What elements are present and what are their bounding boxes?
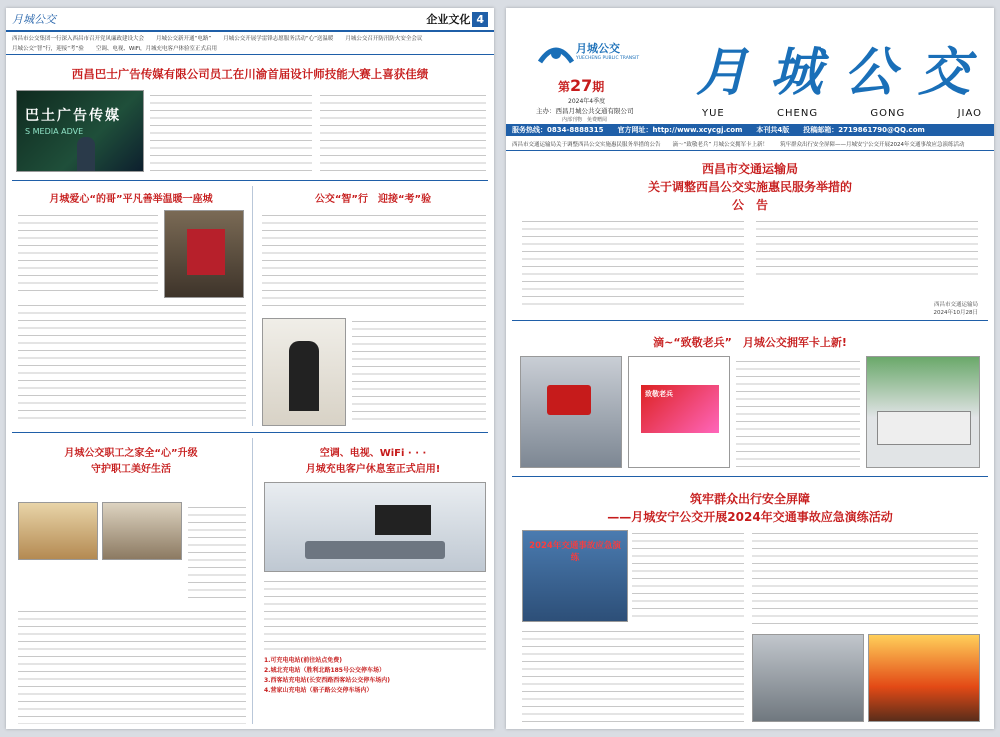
pinyin-2: CHENG	[777, 108, 819, 119]
notice-item[interactable]: 滴～“致敬老兵” 月城公交拥军卡上新！	[672, 142, 768, 148]
photo-sign: 巴土广告传媒	[25, 108, 121, 124]
article-body	[18, 212, 158, 296]
notice-item[interactable]: 月城公交新开通“电路”	[156, 36, 212, 42]
issue-value: 27	[570, 76, 593, 95]
hotline: 服务热线：0834-8888315	[512, 126, 604, 134]
army-photo	[520, 356, 622, 468]
sponsor: 主办：西昌月城公共交通有限公司	[536, 107, 634, 115]
notice-date: 2024年10月28日	[933, 310, 978, 316]
article-body	[262, 212, 486, 310]
article-photo	[102, 502, 182, 560]
charging-station-list	[264, 656, 486, 696]
pinyin-1: YUE	[702, 108, 725, 119]
logo-subtext: YUECHENG PUBLIC TRANSIT	[576, 56, 640, 61]
fire-photo	[868, 634, 980, 722]
page-count: 本刊共4版	[756, 126, 790, 134]
pinyin-4: JIAO	[957, 108, 982, 119]
divider	[512, 476, 988, 477]
army-card	[547, 385, 591, 415]
issue-number	[558, 76, 604, 95]
masthead-pinyin	[702, 108, 982, 119]
sponsor-sub: 内部刊物 免费赠阅	[562, 117, 608, 123]
article-photo	[18, 502, 98, 560]
bus-photo	[866, 356, 980, 468]
notice-signature: 西昌市交通运输局	[933, 302, 978, 308]
photo-sign-en: S MEDIA ADVE	[25, 127, 84, 136]
article-body	[188, 504, 246, 604]
list-item: 3.西客站充电站(长安西路西客站公交停车场内)	[264, 677, 390, 684]
page-header	[6, 8, 494, 32]
notice-title: 西昌市交通运输局	[701, 162, 798, 176]
column-divider	[252, 186, 253, 426]
drill-subtitle: ——月城安宁公交开展2024年交通事故应急演练活动	[607, 510, 893, 524]
notice-item[interactable]: 西昌市交通运输局关于调整西昌公交实施惠民服务举措的公告	[512, 142, 661, 148]
army-card	[641, 385, 719, 433]
drill-body	[752, 530, 978, 628]
website-link[interactable]: 官方网址：http://www.xcycgj.com	[617, 126, 743, 134]
drill-body	[632, 530, 744, 620]
drill-photo	[752, 634, 864, 722]
notice-item[interactable]: 月城公交开展学雷锋志愿服务活动“心”送温暖	[223, 36, 334, 42]
article-photo	[262, 318, 346, 426]
notice-list	[506, 138, 994, 151]
army-title: 滴~“致敬老兵” 月城公交拥军卡上新!	[653, 336, 847, 349]
drill-body	[522, 628, 744, 722]
article-photo	[16, 90, 144, 172]
bus	[877, 411, 971, 445]
issue-date: 2024年4季度	[568, 98, 606, 105]
notice-body	[522, 218, 744, 306]
article-photo	[164, 210, 244, 298]
notice-item[interactable]: 月城公交召开防汛防火安全会议	[345, 36, 423, 42]
article-body	[320, 92, 486, 172]
article-body	[18, 302, 246, 424]
article-subtitle: 守护职工美好生活	[91, 464, 171, 475]
article-photo	[264, 482, 486, 572]
column-divider	[252, 438, 253, 724]
article-subtitle: 月城充电客户休息室正式启用!	[305, 464, 441, 475]
article-title: 月城公交职工之家全“心”升级	[64, 448, 198, 459]
list-item: 4.营家山充电站（骆子路公交停车场内）	[264, 687, 373, 694]
drill-title: 筑牢群众出行安全屏障	[689, 492, 810, 506]
notice-list	[6, 32, 494, 55]
army-body	[736, 358, 860, 468]
email[interactable]: 投稿邮箱：2719861790@QQ.com	[803, 126, 925, 134]
header-column-wrap	[426, 11, 488, 27]
drill-banner: 2024年交通事故应急演练	[529, 541, 621, 563]
article-body	[18, 608, 246, 724]
list-item: 1.可充电电站(前往站点免费)	[264, 657, 342, 664]
notice-item[interactable]: 筑牢群众出行安全屏障——月城安宁公交开展2024年交通事故应急演练活动	[779, 142, 965, 148]
notice-item[interactable]: 空调、电视、WiFi，月城充电客户体验室正式启用	[95, 46, 218, 52]
header-logo: 月城公交	[12, 13, 56, 26]
article-body	[352, 318, 486, 426]
page-4	[6, 8, 494, 729]
masthead-title: 月城公交	[696, 42, 993, 103]
notice-title-line3: 公 告	[731, 198, 768, 212]
list-item: 2.城北充电站（胜利北路185号公交停车场）	[264, 667, 385, 674]
tv-screen	[375, 505, 431, 535]
article-title: 公交“智”行 迎接“考”验	[314, 194, 432, 205]
sofa	[305, 541, 445, 559]
divider	[12, 432, 488, 433]
article-title: 西昌巴士广告传媒有限公司员工在川渝首届设计师技能大赛上喜获佳绩	[71, 67, 429, 81]
column-name: 企业文化	[426, 13, 471, 26]
issue-suffix: 期	[592, 80, 605, 94]
card-label: 致敬老兵	[645, 390, 673, 398]
bus-logo-icon	[536, 36, 576, 68]
notice-item[interactable]: 西昌市公交集团一行深入西昌市召开党风廉政建设大会	[12, 36, 145, 42]
drill-photo	[522, 530, 628, 622]
page-number: 4	[472, 12, 488, 27]
notice-signature-block	[934, 300, 979, 316]
banner-flag	[187, 229, 225, 275]
notice-item[interactable]: 月城公交“智”行，迎接“考”验	[12, 46, 84, 52]
logo-text: 月城公交	[576, 42, 620, 55]
article-body	[264, 578, 486, 650]
article-title: 月城爱心“的哥”平凡善举温暖一座城	[49, 194, 213, 205]
person-silhouette	[77, 137, 95, 171]
article-title: 空调、电视、WiFi · · ·	[319, 448, 427, 459]
divider	[12, 180, 488, 181]
article-body	[150, 92, 312, 172]
person-silhouette	[289, 341, 319, 411]
army-photo	[628, 356, 730, 468]
issue-prefix: 第	[558, 80, 571, 94]
pinyin-3: GONG	[870, 108, 906, 119]
divider	[512, 320, 988, 321]
page-1	[506, 8, 994, 729]
contact-bar	[506, 124, 994, 136]
notice-title-line2: 关于调整西昌公交实施惠民服务举措的	[647, 180, 852, 194]
notice-body	[756, 218, 978, 278]
